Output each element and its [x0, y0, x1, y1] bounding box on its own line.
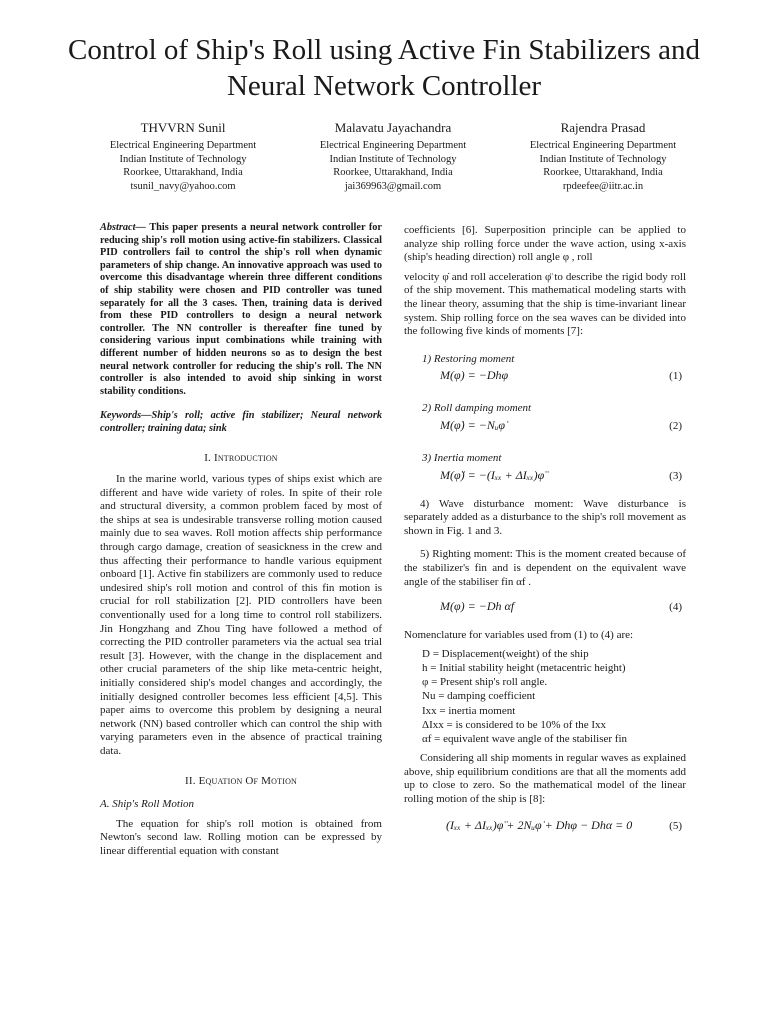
- nomenclature-item: Ixx = inertia moment: [422, 704, 516, 717]
- author-place: Roorkee, Uttarakhand, India: [333, 167, 453, 178]
- section-heading-equation-of-motion: II. Equation Of Motion: [184, 774, 298, 787]
- wave-disturbance-text: 4) Wave disturbance moment: Wave disturbance is separately added as a disturbance to the ship's roll movement as shown in Fig. 1 and 3.: [404, 497, 686, 537]
- author-name: THVVRN Sunil: [140, 120, 226, 135]
- author-name: Malavatu Jayachandra: [334, 120, 452, 135]
- equilibrium-text: Considering all ship moments in regular waves as explained above, ship equilibrium conditions are that all the moments add up to close to zero. So the mathematical model of the linear rolling motion of the ship is [8]:: [404, 752, 686, 805]
- equation-1: [404, 368, 686, 388]
- nomenclature-intro: Nomenclature for variables used from (1) to (4) are:: [404, 629, 634, 642]
- equation-2-number: (2): [669, 419, 682, 432]
- equation-2-body: M(φ̇) = −Nᵤφ̇: [440, 417, 505, 432]
- abstract-label: Abstract: [100, 222, 136, 233]
- moment-restoring-label: 1) Restoring moment: [422, 352, 515, 365]
- equation-2: [404, 418, 686, 438]
- author-email: rpdeefee@iitr.ac.in: [562, 180, 644, 192]
- left-column: [100, 222, 382, 859]
- nomenclature-item: αf = equivalent wave angle of the stabiliser fin: [422, 732, 628, 745]
- nomenclature-item: h = Initial stability height (metacentric height): [422, 661, 626, 674]
- equation-1-body: M(φ) = −Dhφ: [440, 368, 509, 383]
- right-intro-text-2: velocity φ̇ and roll acceleration φ̈ to describe the rigid body roll of the ship movement. This mathematical modeling starts with the linear theory, assuming that the ship is time-invariant linear system. Ship rolling force on the sea waves can be divided into the following five kinds of moments [7]:: [404, 270, 686, 338]
- abstract-dash: —: [135, 222, 150, 233]
- author-inst: Indian Institute of Technology: [329, 153, 457, 165]
- roll-motion-text: The equation for ship's roll motion is obtained from Newton's second law. Rolling motion can be expressed by linear differential equation with constant: [100, 817, 382, 857]
- author-dept: Electrical Engineering Department: [319, 140, 467, 151]
- subsection-heading-roll-motion: A. Ship's Roll Motion: [100, 798, 195, 811]
- section-heading-introduction: I. Introduction: [204, 451, 278, 464]
- nomenclature-item: D = Displacement(weight) of the ship: [422, 647, 589, 660]
- author-email: tsunil_navy@yahoo.com: [130, 180, 236, 192]
- equation-3-body: M(φ̈) = −(Iₓₓ + ΔIₓₓ)φ̈: [440, 467, 545, 482]
- author-inst: Indian Institute of Technology: [539, 153, 667, 165]
- right-intro-text-1: coefficients [6]. Superposition principle can be applied to analyze ship rolling force under the wave action, using x-axis (ship's heading direction) roll angle φ , roll: [404, 224, 686, 264]
- author-3: [488, 120, 718, 193]
- author-dept: Electrical Engineering Department: [109, 140, 257, 151]
- keywords: Keywords—Ship's roll; active fin stabilizer; Neural network controller; training data; sink: [100, 410, 382, 434]
- equation-3: [404, 468, 686, 488]
- author-2: [278, 120, 508, 193]
- author-email: jai369963@gmail.com: [344, 180, 442, 192]
- author-dept: Electrical Engineering Department: [529, 140, 677, 151]
- author-place: Roorkee, Uttarakhand, India: [543, 167, 663, 178]
- equation-4: [404, 599, 686, 619]
- nomenclature-list: [422, 647, 686, 746]
- equation-3-number: (3): [669, 469, 682, 482]
- equation-5-number: (5): [669, 820, 682, 833]
- author-place: Roorkee, Uttarakhand, India: [123, 167, 243, 178]
- abstract-text: This paper presents a neural network controller for reducing ship's roll motion using active-fin stabilizers. Classical PID controllers fail to control the ship's roll when dynamic parameters of ship change. An innovative approach was used to overcome this disadvantage wherein three different conditions of ship stability were chosen and PID controller was tuned separately for all the 3 cases. Then, training data is derived from these PID controllers to design a neural network controller. The NN controller is thereafter fine tuned by considering various input combinations while training with different number of hidden neurons so as to design the best neural network controller for reducing the ship's roll. The NN controller is also intended to avoid ship sinking in worst stability conditions.: [100, 222, 382, 397]
- nomenclature-item: φ = Present ship's roll angle.: [422, 676, 548, 689]
- moment-inertia-label: 3) Inertia moment: [422, 451, 502, 464]
- equation-5: [404, 818, 686, 838]
- paper-title: Control of Ship's Roll using Active Fin Stabilizers and Neural Network Controller: [68, 34, 700, 102]
- right-column: [404, 224, 686, 838]
- righting-moment-text: 5) Righting moment: This is the moment created because of the stabilizer's fin and is dependent on the equivalent wave angle of the stabiliser fin αf .: [404, 548, 686, 588]
- equation-4-number: (4): [669, 601, 682, 614]
- introduction-text: In the marine world, various types of ships exist which are different and have wide variety of roles. In spite of their role and structural diversity, a common problem faced by most of the ships at sea is undesirable transverse rolling motion caused mainly due to sea waves. Roll motion affects ship performance through cargo damage, creation of seasickness in the crew and thus affecting their performance to handle various equipment onboard [1]. Active fin stabilizers are commonly used to reduce undesired ship's roll motion and control of this fin motion is crucial for roll stabilization [2]. PID controllers have been conventionally used for a long time to control roll stabilizers. Jin Hongzhang and Zhou Ting have followed a method of correcting the PID controller parameters via the actual sea trial result [3]. However, with the change in the displacement and other crucial parameters of the ship like meta-centric height, initially considered ship's model changes and accordingly, the initially designed controller becomes less efficient [4,5]. This paper aims to overcome this problem by designing a neural network (NN) based controller which can control the ship with varying parameters even in the absence of practical training data.: [100, 473, 382, 757]
- equation-5-body: (Iₓₓ + ΔIₓₓ)φ̈ + 2Nᵤφ̇ + Dhφ − Dhα = 0: [446, 818, 633, 833]
- nomenclature-item: ΔIxx = is considered to be 10% of the Ixx: [422, 718, 607, 731]
- author-name: Rajendra Prasad: [560, 120, 646, 135]
- author-1: [68, 120, 298, 193]
- nomenclature-item: Nu = damping coefficient: [422, 690, 536, 703]
- abstract: [100, 222, 382, 398]
- moment-damping-label: 2) Roll damping moment: [422, 402, 532, 415]
- author-inst: Indian Institute of Technology: [119, 153, 247, 165]
- equation-4-body: M(φ) = −Dh αf: [440, 599, 515, 614]
- equation-1-number: (1): [669, 370, 682, 383]
